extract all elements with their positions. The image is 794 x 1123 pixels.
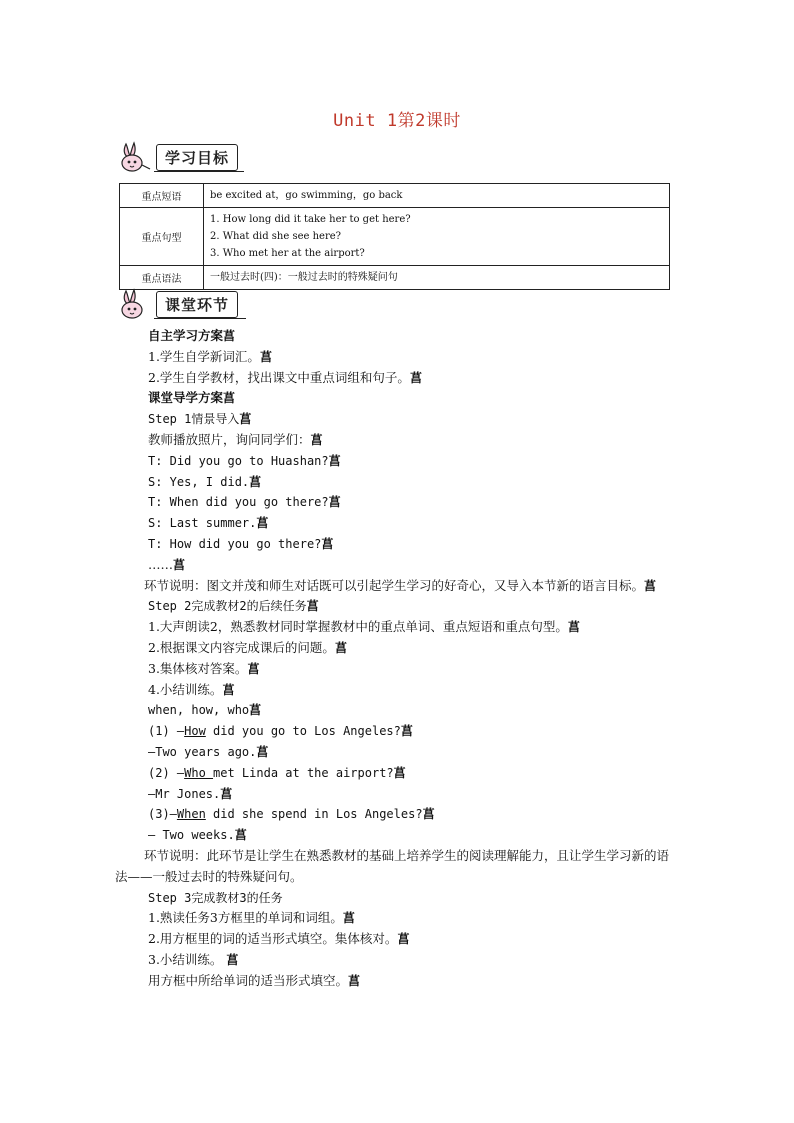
marker-glyph: 菖 bbox=[348, 973, 361, 988]
marker-glyph: 菖 bbox=[321, 536, 334, 551]
marker-glyph: 菖 bbox=[310, 432, 323, 447]
section-label: 课堂环节 bbox=[156, 291, 238, 318]
goal-line: 3. Who met her at the airport? bbox=[210, 248, 365, 259]
marker-glyph: 菖 bbox=[173, 557, 186, 572]
marker-glyph: 菖 bbox=[234, 828, 247, 843]
goal-line: 1. How long did it take her to get here? bbox=[210, 214, 411, 225]
marker-glyph: 菖 bbox=[409, 370, 422, 385]
exercise-item: (1) —How did you go to Los Angeles?菖 bbox=[148, 724, 413, 739]
list-item: 教师播放照片，询问同学们：菖 bbox=[148, 431, 323, 447]
marker-glyph: 菖 bbox=[393, 765, 406, 780]
exercise-answer: —Two years ago.菖 bbox=[148, 744, 269, 759]
step-heading: Step 2完成教材2的后续任务菖 bbox=[148, 599, 319, 614]
heading-guided: 课堂导学方案菖 bbox=[148, 390, 236, 406]
marker-glyph: 菖 bbox=[397, 932, 410, 947]
marker-glyph: 菖 bbox=[567, 620, 580, 635]
marker-glyph: 菖 bbox=[328, 495, 341, 510]
list-item: 4.小结训练。菖 bbox=[148, 681, 235, 697]
goal-line: 2. What did she see here? bbox=[210, 231, 342, 242]
step-heading: Step 1情景导入菖 bbox=[148, 412, 252, 427]
marker-glyph: 菖 bbox=[334, 640, 347, 655]
goal-key: 重点短语 bbox=[120, 184, 204, 208]
goal-key: 重点语法 bbox=[120, 266, 204, 290]
marker-glyph: 菖 bbox=[306, 599, 319, 614]
goal-line: be excited at，go swimming，go back bbox=[210, 190, 403, 201]
banner-rule bbox=[154, 318, 246, 319]
marker-glyph: 菖 bbox=[259, 349, 272, 364]
list-item: 用方框中所给单词的适当形式填空。菖 bbox=[148, 972, 361, 988]
exercise-answer: —Mr Jones.菖 bbox=[148, 786, 233, 801]
goals-table bbox=[119, 183, 670, 290]
exercise-item: (2) —Who met Linda at the airport?菖 bbox=[148, 765, 406, 780]
list-item: 1.大声朗读2，熟悉教材同时掌握教材中的重点单词、重点短语和重点句型。菖 bbox=[148, 619, 580, 635]
heading-self-study: 自主学习方案菖 bbox=[148, 328, 236, 343]
exercise-answer: — Two weeks.菖 bbox=[148, 828, 247, 843]
marker-glyph: 菖 bbox=[223, 329, 236, 343]
answer-blank: When bbox=[176, 807, 206, 822]
list-item: 2.根据课文内容完成课后的问题。菖 bbox=[148, 639, 347, 655]
list-item: 3.集体核对答案。菖 bbox=[148, 660, 260, 676]
marker-glyph: 菖 bbox=[239, 412, 252, 427]
marker-glyph: 菖 bbox=[220, 786, 233, 801]
lesson-body bbox=[115, 326, 679, 992]
dialogue-line: T: When did you go there?菖 bbox=[148, 495, 341, 510]
marker-glyph: 菖 bbox=[247, 661, 260, 676]
list-item: 1.学生自学新词汇。菖 bbox=[148, 348, 272, 364]
ellipsis-line: ……菖 bbox=[148, 556, 186, 572]
marker-glyph: 菖 bbox=[256, 516, 269, 531]
dialogue-line: T: How did you go there?菖 bbox=[148, 536, 334, 551]
table-row bbox=[120, 184, 670, 208]
marker-glyph: 菖 bbox=[249, 474, 262, 489]
banner-rule bbox=[154, 171, 244, 172]
section-banner-goals bbox=[118, 140, 238, 174]
answer-blank: Who bbox=[184, 765, 214, 780]
page-title: Unit 1第2课时 bbox=[333, 111, 461, 131]
marker-glyph: 菖 bbox=[226, 952, 239, 967]
dialogue-line: S: Last summer.菖 bbox=[148, 516, 269, 531]
note-paragraph: 环节说明：图文并茂和师生对话既可以引起学生学习的好奇心，又导入本节新的语言目标。菖 bbox=[144, 577, 657, 593]
section-banner-class bbox=[118, 287, 240, 321]
table-row bbox=[120, 266, 670, 290]
table-row bbox=[120, 208, 670, 266]
goal-key: 重点句型 bbox=[120, 208, 204, 266]
goal-value bbox=[204, 208, 670, 266]
marker-glyph: 菖 bbox=[328, 453, 341, 468]
section-label: 学习目标 bbox=[156, 144, 238, 171]
goal-value bbox=[204, 184, 670, 208]
marker-glyph: 菖 bbox=[644, 578, 657, 593]
marker-glyph: 菖 bbox=[223, 391, 236, 406]
list-item: 2.学生自学教材，找出课文中重点词组和句子。菖 bbox=[148, 369, 422, 385]
list-item: 2.用方框里的词的适当形式填空。集体核对。菖 bbox=[148, 931, 410, 947]
answer-blank: How bbox=[184, 724, 206, 739]
bunny-mascot-icon bbox=[118, 140, 152, 174]
goal-value bbox=[204, 266, 670, 290]
dialogue-line: T: Did you go to Huashan?菖 bbox=[148, 453, 341, 468]
marker-glyph: 菖 bbox=[342, 911, 355, 926]
word-bank: when, how, who菖 bbox=[148, 703, 262, 718]
dialogue-line: S: Yes, I did.菖 bbox=[148, 474, 262, 489]
step-heading: Step 3完成教材3的任务 bbox=[148, 890, 283, 905]
marker-glyph: 菖 bbox=[400, 724, 413, 739]
marker-glyph: 菖 bbox=[222, 682, 235, 697]
note-paragraph: 环节说明：此环节是让学生在熟悉教材的基础上培养学生的阅读理解能力，且让学生学习新的语法——一般过去时的特殊疑问句。 bbox=[115, 847, 670, 884]
marker-glyph: 菖 bbox=[422, 807, 435, 822]
list-item: 1.熟读任务3方框里的单词和词组。菖 bbox=[148, 910, 355, 926]
list-item: 3.小结训练。 菖 bbox=[148, 951, 239, 967]
exercise-item: (3)—When did she spend in Los Angeles?菖 bbox=[148, 807, 435, 822]
marker-glyph: 菖 bbox=[256, 744, 269, 759]
goal-line: 一般过去时(四)：一般过去时的特殊疑问句 bbox=[210, 272, 398, 283]
marker-glyph: 菖 bbox=[249, 703, 262, 718]
bunny-mascot-icon bbox=[118, 287, 152, 321]
